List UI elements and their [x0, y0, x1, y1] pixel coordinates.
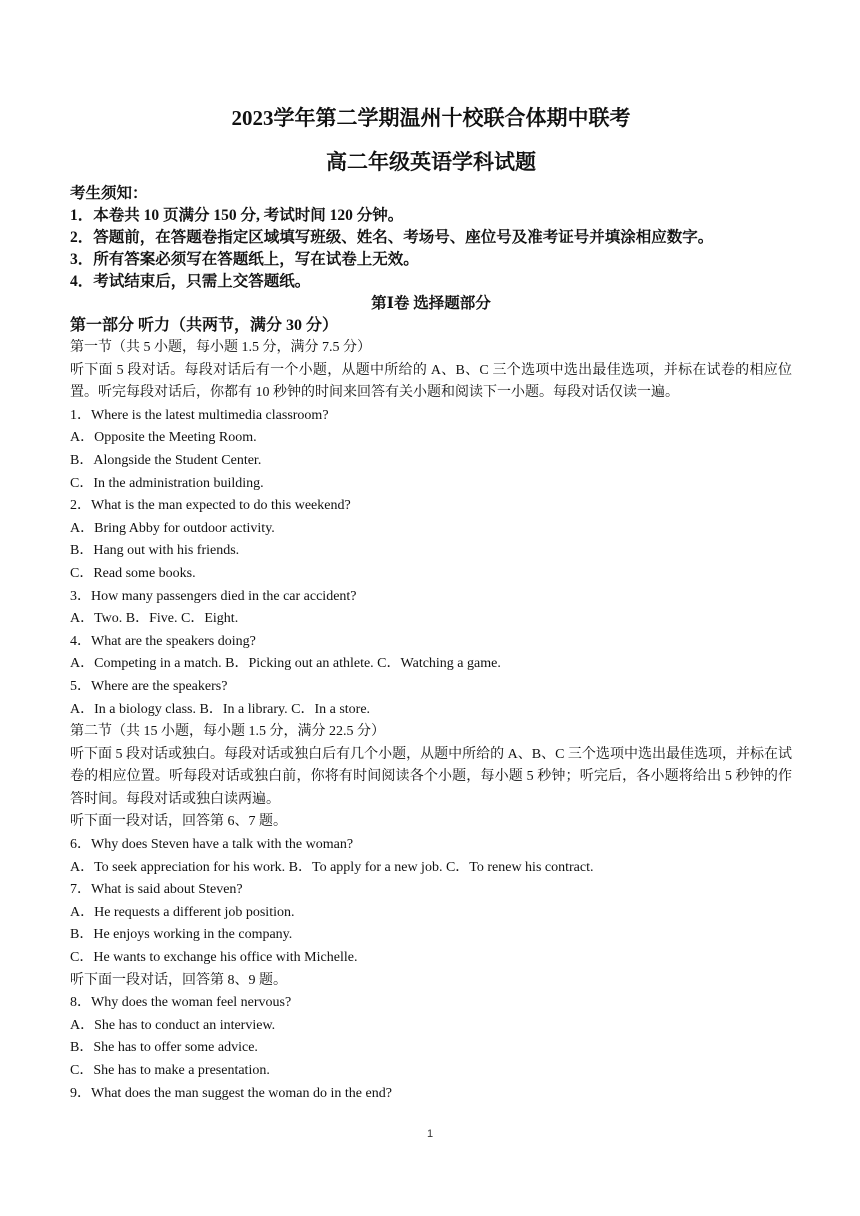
question-line: 5．Where are the speakers? [70, 678, 228, 694]
option-line: C．Read some books. [70, 565, 196, 581]
option-line: B．Alongside the Student Center. [70, 452, 262, 468]
dialogue-intro: 听下面一段对话，回答第 6、7 题。 [70, 814, 287, 830]
option-line: A．In a biology class. B．In a library. C．In a store. [70, 701, 371, 717]
notice-item: 2．答题前，在答题卷指定区域填写班级、姓名、考场号、座位号及准考证号并填涂相应数字。 [70, 229, 714, 246]
question-line: 1．Where is the latest multimedia classroom? [70, 407, 329, 423]
option-line: A．Bring Abby for outdoor activity. [70, 520, 275, 536]
option-line: B．He enjoys working in the company. [70, 927, 293, 943]
option-line: B．She has to offer some advice. [70, 1040, 258, 1056]
question-line: 4．What are the speakers doing? [70, 633, 256, 649]
notice-item: 3．所有答案必须写在答题纸上，写在试卷上无效。 [70, 251, 419, 268]
page-number: 1 [426, 1128, 434, 1140]
section-1-heading: 第一节（共 5 小题，每小题 1.5 分，满分 7.5 分） [70, 340, 371, 355]
part-title: 第一部分 听力（共两节，满分 30 分） [70, 317, 339, 334]
question-line: 9．What does the man suggest the woman do in the end? [70, 1085, 392, 1101]
option-line: A．She has to conduct an interview. [70, 1017, 276, 1033]
question-line: 2．What is the man expected to do this weekend? [70, 498, 351, 514]
section-1-instructions: 听下面 5 段对话。每段对话后有一个小题，从题中所给的 A、B、C 三个选项中选出最佳选项，并标在试卷的相应位置。听完每段对话后，你都有 10 秒钟的时间来回答有关小题和阅读下一小题。每段对话仅读一遍。 [70, 362, 792, 401]
exam-page [70, 100, 792, 1105]
exam-subtitle: 高二年级英语学科试题 [326, 150, 536, 174]
section-2-instructions: 听下面 5 段对话或独白。每段对话或独白后有几个小题，从题中所给的 A、B、C 三个选项中选出最佳选项，并标在试卷的相应位置。听每段对话或独白前，你将有时间阅读各个小题，每小题 5 秒钟；听完后，各小题将给出 5 秒钟的作答时间。每段对话或独白读两遍。 [70, 746, 792, 807]
question-line: 6．Why does Steven have a talk with the woman? [70, 837, 354, 853]
dialogue-intro: 听下面一段对话，回答第 8、9 题。 [70, 972, 287, 988]
section-title: 第Ⅰ卷 选择题部分 [371, 295, 491, 312]
option-line: A．To seek appreciation for his work. B．To apply for a new job. C．To renew his contract. [70, 859, 594, 875]
option-line: A．Competing in a match. B．Picking out an athlete. C．Watching a game. [70, 656, 501, 672]
option-line: B．Hang out with his friends. [70, 543, 240, 559]
option-line: A．He requests a different job position. [70, 904, 295, 920]
notice-item: 1．本卷共 10 页满分 150 分, 考试时间 120 分钟。 [70, 207, 404, 224]
question-line: 3．How many passengers died in the car accident? [70, 588, 357, 604]
option-line: C．He wants to exchange his office with Michelle. [70, 950, 358, 966]
option-line: A．Two. B．Five. C．Eight. [70, 611, 239, 627]
question-line: 7．What is said about Steven? [70, 882, 243, 898]
section-2-heading: 第二节（共 15 小题，每小题 1.5 分，满分 22.5 分） [70, 724, 385, 740]
option-line: C．She has to make a presentation. [70, 1063, 270, 1078]
exam-title: 2023学年第二学期温州十校联合体期中联考 [231, 106, 631, 130]
notice-item: 4．考试结束后，只需上交答题纸。 [70, 273, 311, 290]
notice-heading: 考生须知： [70, 185, 148, 202]
question-line: 8．Why does the woman feel nervous? [70, 995, 292, 1011]
option-line: A．Opposite the Meeting Room. [70, 430, 257, 446]
option-line: C．In the administration building. [70, 475, 264, 491]
